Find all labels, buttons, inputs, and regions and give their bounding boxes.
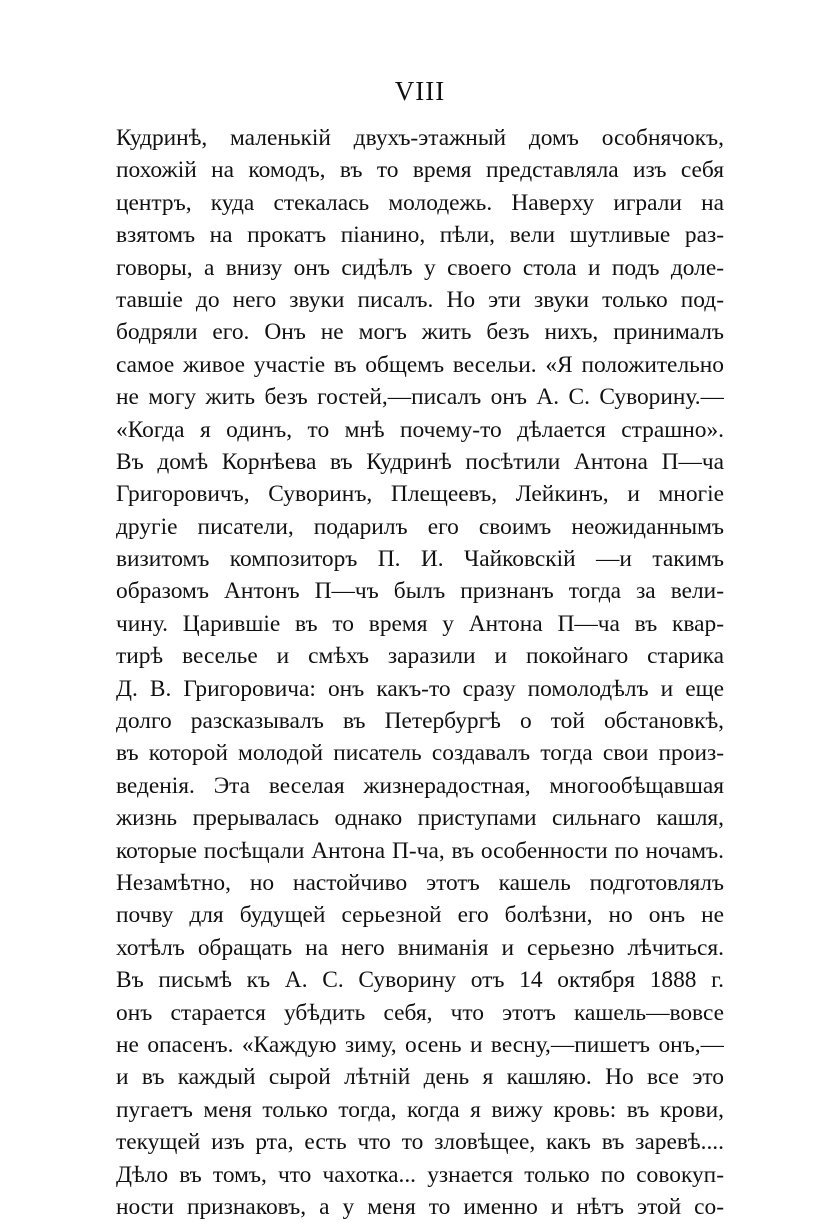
text-line: и въ каждый сырой лѣтній день я кашляю. Но все это bbox=[116, 1064, 724, 1091]
text-line: Григоровичъ, Суворинъ, Плещеевъ, Лейкинъ, и многіе bbox=[116, 481, 724, 508]
text-line: не опасенъ. «Каждую зиму, осень и весну,—пишетъ онъ,— bbox=[116, 1031, 724, 1058]
body-text bbox=[116, 122, 724, 1223]
text-line: пугаетъ меня только тогда, когда я вижу кровь: въ крови, bbox=[116, 1096, 724, 1123]
page-number: VIII bbox=[394, 76, 446, 106]
text-line: жизнь прерывалась однако приступами сильнаго кашля, bbox=[116, 805, 724, 832]
text-line: текущей изъ рта, есть что то зловѣщее, какъ въ заревѣ.... bbox=[116, 1129, 724, 1156]
text-line: веденія. Эта веселая жизнерадостная, многообѣщавшая bbox=[116, 772, 724, 799]
text-line: центръ, куда стекалась молодежь. Наверху играли на bbox=[116, 189, 724, 216]
text-line: визитомъ композиторъ П. И. Чайковскій —и такимъ bbox=[116, 546, 724, 573]
text-line: которые посѣщали Антона П-ча, въ особенности по ночамъ. bbox=[116, 837, 724, 864]
text-line: образомъ Антонъ П—чъ былъ признанъ тогда за вели- bbox=[116, 578, 724, 605]
text-line: бодряли его. Онъ не могъ жить безъ нихъ, принималъ bbox=[116, 319, 724, 346]
text-line: онъ старается убѣдить себя, что этотъ кашель—вовсе bbox=[116, 999, 724, 1026]
text-line: хотѣлъ обращать на него вниманія и серьезно лѣчиться. bbox=[116, 934, 724, 961]
text-line: Въ письмѣ къ А. С. Суворину отъ 14 октября 1888 г. bbox=[116, 967, 724, 994]
text-line: Незамѣтно, но настойчиво этотъ кашель подготовлялъ bbox=[116, 869, 724, 896]
text-line: Д. В. Григоровича: онъ какъ-то сразу помолодѣлъ и еще bbox=[116, 675, 724, 702]
text-line: долго разсказывалъ въ Петербургѣ о той обстановкѣ, bbox=[116, 708, 724, 735]
text-line: говоры, а внизу онъ сидѣлъ у своего стола и подъ доле- bbox=[116, 254, 724, 281]
text-line: ности признаковъ, а у меня то именно и нѣтъ этой со- bbox=[116, 1193, 724, 1220]
text-line: тирѣ веселье и смѣхъ заразили и покойнаго старика bbox=[116, 643, 724, 670]
text-line: Въ домѣ Корнѣева въ Кудринѣ посѣтили Антона П—ча bbox=[116, 448, 724, 475]
text-line: самое живое участіе въ общемъ весельи. «Я положительно bbox=[116, 351, 724, 378]
text-line: не могу жить безъ гостей,—писалъ онъ А. С. Суворину.— bbox=[116, 384, 724, 411]
text-line: Дѣло въ томъ, что чахотка... узнается только по совокуп- bbox=[116, 1161, 724, 1188]
text-line: «Когда я одинъ, то мнѣ почему-то дѣлается страшно». bbox=[116, 416, 724, 443]
text-line: другіе писатели, подарилъ его своимъ неожиданнымъ bbox=[116, 513, 724, 540]
text-line: Кудринѣ, маленькій двухъ-этажный домъ особнячокъ, bbox=[116, 125, 724, 151]
text-line: чину. Царившіе въ то время у Антона П—ча въ квар- bbox=[116, 610, 724, 637]
text-line: въ которой молодой писатель создавалъ тогда свои произ- bbox=[116, 740, 724, 767]
text-line: почву для будущей серьезной его болѣзни, но онъ не bbox=[116, 902, 724, 929]
text-line: похожій на комодъ, въ то время представляла изъ себя bbox=[116, 157, 724, 184]
text-line: взятомъ на прокатъ піанино, пѣли, вели шутливые раз- bbox=[116, 222, 724, 249]
text-line: тавшіе до него звуки писалъ. Но эти звуки только под- bbox=[116, 286, 724, 313]
